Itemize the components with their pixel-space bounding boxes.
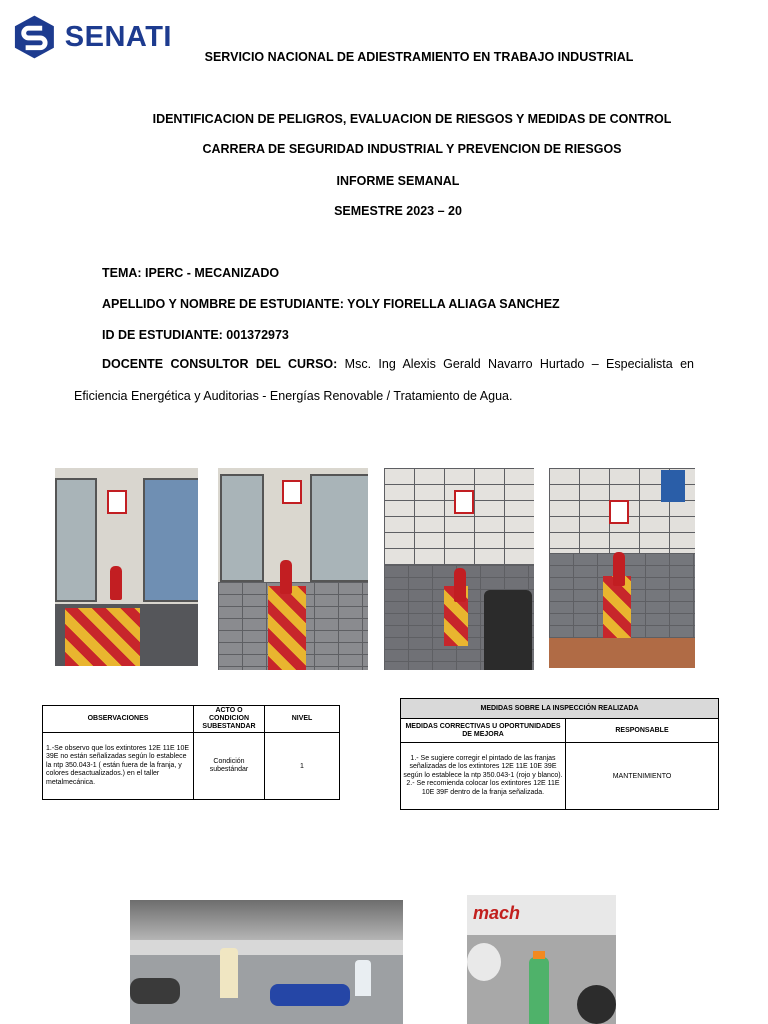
measures-header-row bbox=[401, 719, 719, 743]
measure-2: 2.- Se recomienda colocar los extintores 12E 11E 10E 39F dentro de la franja señalizada. bbox=[406, 780, 560, 796]
docente-line-2: Eficiencia Energética y Auditorias - Energías Renovable / Tratamiento de Agua. bbox=[74, 389, 513, 403]
header-medidas: MEDIDAS CORRECTIVAS U OPORTUNIDADES DE MEJORA bbox=[401, 719, 566, 743]
condition-cell: Condición subestándar bbox=[194, 733, 265, 800]
report-type: INFORME SEMANAL bbox=[336, 174, 460, 188]
student-name: APELLIDO Y NOMBRE DE ESTUDIANTE: YOLY FIORELLA ALIAGA SANCHEZ bbox=[102, 297, 560, 311]
photo-workshop bbox=[130, 900, 403, 1024]
measures-cell bbox=[401, 743, 566, 810]
career-name: CARRERA DE SEGURIDAD INDUSTRIAL Y PREVENCION DE RIESGOS bbox=[202, 142, 622, 156]
machine-brand-text: mach bbox=[473, 903, 521, 923]
tema: TEMA: IPERC - MECANIZADO bbox=[102, 266, 280, 280]
measure-1: 1.- Se sugiere corregir el pintado de las franjas señalizadas de los extintores 12E 11E 10E 39E según lo establece la ntp 350.043-1 (rojo y blanco). bbox=[403, 754, 563, 779]
docente-line bbox=[102, 357, 694, 371]
docente-value: Msc. Ing Alexis Gerald Navarro Hurtado – Especialista en bbox=[344, 357, 694, 371]
header-condicion: ACTO O CONDICION SUBESTANDAR bbox=[194, 706, 265, 733]
photo-extinguisher-1 bbox=[55, 468, 198, 666]
photo-extinguisher-2 bbox=[218, 468, 368, 670]
level-cell: 1 bbox=[265, 733, 340, 800]
table-row bbox=[401, 743, 719, 810]
measures-title-row bbox=[401, 699, 719, 719]
photo-machine bbox=[467, 895, 616, 1024]
table-row bbox=[43, 733, 340, 800]
docente-label: DOCENTE CONSULTOR DEL CURSO: bbox=[102, 357, 338, 371]
institution-name: SERVICIO NACIONAL DE ADIESTRAMIENTO EN TRABAJO INDUSTRIAL bbox=[204, 50, 634, 64]
student-id: ID DE ESTUDIANTE: 001372973 bbox=[102, 328, 289, 342]
document-title: IDENTIFICACION DE PELIGROS, EVALUACION DE RIESGOS Y MEDIDAS DE CONTROL bbox=[152, 112, 672, 126]
responsible-cell: MANTENIMIENTO bbox=[566, 743, 719, 810]
photo-extinguisher-4 bbox=[549, 468, 695, 668]
header-nivel: NIVEL bbox=[265, 706, 340, 733]
observations-table bbox=[42, 705, 340, 800]
header-observaciones: OBSERVACIONES bbox=[43, 706, 194, 733]
measures-table bbox=[400, 698, 719, 810]
measures-title: MEDIDAS SOBRE LA INSPECCIÓN REALIZADA bbox=[401, 699, 719, 719]
observation-cell: 1.-Se observo que los extintores 12E 11E 10E 39E no están señalizadas según lo establece la ntp 350.043-1 ( están fuera de la franja, y colores desactualizados.) en el taller metalmecánica. bbox=[43, 733, 194, 800]
logo-text: SENATI bbox=[64, 20, 172, 53]
photo-extinguisher-3 bbox=[384, 468, 534, 670]
header-responsable: RESPONSABLE bbox=[566, 719, 719, 743]
observations-header-row bbox=[43, 706, 340, 733]
semester: SEMESTRE 2023 – 20 bbox=[334, 204, 462, 218]
